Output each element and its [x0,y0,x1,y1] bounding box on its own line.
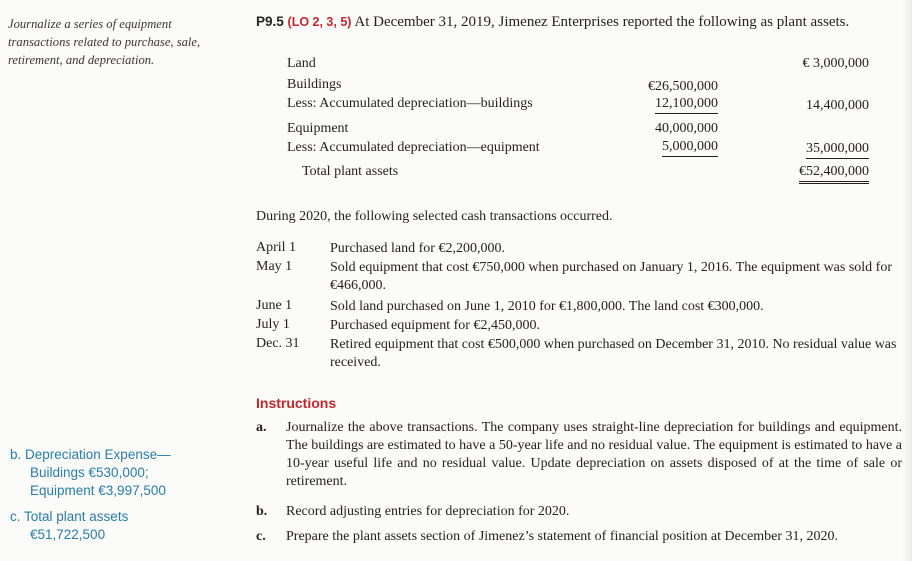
acc-dep-buildings-value: 12,100,000 [655,96,718,114]
instruction-label: b. [256,504,268,519]
side-note: Journalize a series of equipment transactions related to purchase, sale, retirement, and depreciation. [8,17,201,67]
buildings-value: €26,500,000 [648,79,718,94]
answer-b [10,446,171,500]
transaction-text: Purchased land for €2,200,000. [330,241,505,256]
answer-c-line2: €51,722,500 [30,527,106,542]
transaction-date: April 1 [256,240,297,255]
answer-b-line1: b. Depreciation Expense— [10,447,171,462]
net-buildings-value: 14,400,000 [806,98,869,113]
transaction-text: Sold land purchased on June 1, 2010 for €1,800,000. The land cost €300,000. [330,299,764,314]
transaction-date: July 1 [256,317,290,332]
equipment-value: 40,000,000 [655,121,718,136]
buildings-label: Buildings [287,77,342,92]
answer-c [10,508,128,544]
equipment-label: Equipment [287,121,349,136]
instruction-text: Record adjusting entries for depreciation for 2020. [286,504,570,519]
answer-c-line1: c. Total plant assets [10,509,129,524]
acc-dep-equipment-value: 5,000,000 [662,139,718,157]
transaction-text: Sold equipment that cost €750,000 when purchased on January 1, 2016. The equipment was sold for €466,000. [330,260,892,293]
instruction-label: a. [256,420,267,435]
transaction-text: Purchased equipment for €2,450,000. [330,318,540,333]
transaction-date: June 1 [256,298,293,313]
instruction-label: c. [256,529,266,544]
total-plant-assets-label: Total plant assets [302,164,399,179]
transactions-intro: During 2020, the following selected cash transactions occurred. [256,209,613,224]
instructions-heading: Instructions [256,395,337,411]
transaction-date: Dec. 31 [256,336,300,351]
land-value: € 3,000,000 [802,56,869,71]
instruction-text: Prepare the plant assets section of Jimenez’s statement of financial position at December 31, 2020. [286,529,839,544]
learning-objectives: (LO 2, 3, 5) [287,15,352,29]
transaction-date: May 1 [256,259,293,274]
acc-dep-buildings-label: Less: Accumulated depreciation—buildings [287,96,533,111]
problem-title [256,14,849,31]
total-plant-assets-value: €52,400,000 [799,164,869,184]
net-equipment-value: 35,000,000 [806,141,869,159]
page-edge-shadow [902,0,912,561]
problem-statement: At December 31, 2019, Jimenez Enterprises reported the following as plant assets. [354,14,850,30]
instruction-item [256,419,902,495]
answer-b-line3: Equipment €3,997,500 [30,483,166,498]
answer-b-line2: Buildings €530,000; [30,465,149,480]
instruction-item [256,503,902,521]
acc-dep-equipment-label: Less: Accumulated depreciation—equipment [287,140,540,155]
instruction-item [256,528,902,546]
problem-number: P9.5 [256,14,284,29]
transaction-text: Retired equipment that cost €500,000 when purchased on December 31, 2010. No residual value was received. [330,337,897,370]
land-label: Land [287,56,316,71]
instruction-text: Journalize the above transactions. The company uses straight-line depreciation for buildings and equipment. The buildings are estimated to have a 50-year life and no residual value. The equipment is estimated to have a 10-year useful life and no residual value. Update depreciation on assets disposed of at the time of sale or retirement. [286,420,902,489]
